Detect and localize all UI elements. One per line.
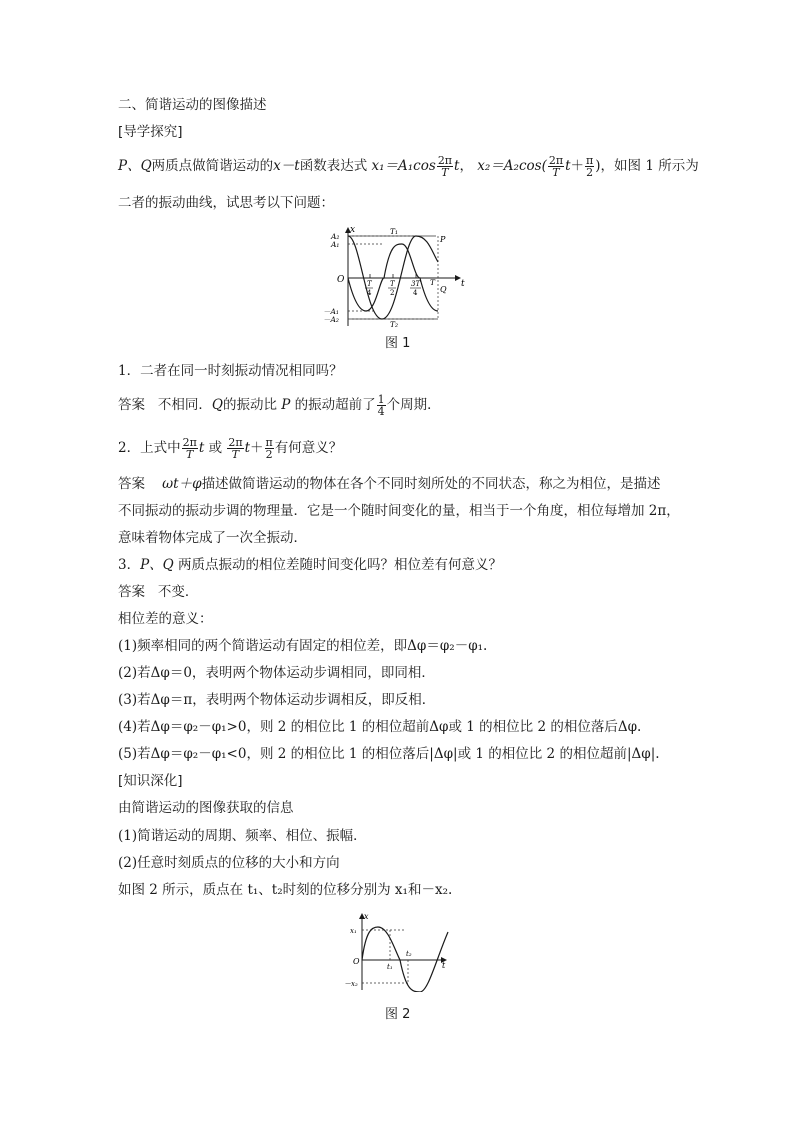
section-title: 二、简谐运动的图像描述: [118, 97, 267, 113]
svg-text:4: 4: [413, 289, 418, 297]
meaning-item: (3)若Δφ＝π，表明两个物体运动步调相反，即反相．: [118, 692, 436, 708]
deepen-title: 由简谐运动的图像获取的信息: [118, 800, 294, 816]
x2-expression: x₂＝A₂cos(: [477, 158, 547, 174]
deepen-label: [知识深化]: [118, 773, 183, 789]
meaning-title: 相位差的意义：: [118, 611, 213, 627]
svg-text:O: O: [353, 957, 360, 966]
svg-text:T₁: T₁: [390, 227, 399, 236]
q2-answer-line1: 答案 ωt＋φ描述做简谐运动的物体在各个不同时刻所处的不同状态，称之为相位，是描述: [118, 476, 661, 492]
svg-text:T₂: T₂: [390, 320, 399, 329]
svg-text:x: x: [364, 912, 369, 921]
svg-text:A₁: A₁: [331, 240, 340, 249]
svg-text:2: 2: [390, 289, 395, 297]
svg-text:Q: Q: [440, 285, 447, 294]
x1-fraction: $\frac{2\pi}{T}$: [437, 154, 453, 179]
svg-text:x: x: [350, 225, 356, 235]
svg-text:－x₂: －x₂: [344, 980, 358, 988]
svg-text:t: t: [461, 279, 465, 289]
svg-text:3T: 3T: [411, 280, 421, 288]
svg-text:x₁: x₁: [350, 927, 357, 935]
x1-expression: x₁＝A₁cos: [371, 158, 436, 174]
figure-1-caption: 图 1: [385, 336, 411, 351]
svg-text:A₂: A₂: [331, 232, 340, 241]
deepen-item: (2)任意时刻质点的位移的大小和方向: [118, 855, 340, 871]
fig2-reference: 如图 2 所示，质点在 t₁、t₂时刻的位移分别为 x₁和－x₂.: [118, 882, 453, 898]
q3-answer: 答案 不变．: [118, 584, 199, 600]
figure-2: [340, 910, 460, 992]
intro-line1: P、Q两质点做简谐运动的x－t函数表达式 x₁＝A₁cos $\frac{2\pi}{T}$ t， x₂＝A₂cos( $\frac{2\pi}{T}$ t＋ $\frac{\pi}{2}$ )，如图 1 所示为: [118, 154, 699, 179]
q2-answer-line2: 不同振动的振动步调的物理量．它是一个随时间变化的量，相当于一个角度，相位每增加 2π，: [118, 503, 680, 519]
figure-1: [320, 222, 480, 330]
q2-answer-line3: 意味着物体完成了一次全振动．: [118, 530, 307, 546]
svg-text:4: 4: [367, 289, 372, 297]
svg-text:P: P: [440, 235, 446, 244]
meaning-item: (4)若Δφ＝φ₂－φ₁>0，则 2 的相位比 1 的相位超前Δφ或 1 的相位比 2 的相位落后Δφ.: [118, 719, 642, 735]
svg-text:t₁: t₁: [387, 963, 393, 971]
figure-2-caption: 图 2: [385, 1007, 411, 1022]
svg-text:T: T: [430, 278, 436, 287]
deepen-item: (1)简谐运动的周期、频率、相位、振幅．: [118, 828, 367, 844]
meaning-item: (5)若Δφ＝φ₂－φ₁<0，则 2 的相位比 1 的相位落后|Δφ|或 1 的相位比 2 的相位超前|Δφ|.: [118, 746, 660, 762]
svg-text:T: T: [367, 280, 372, 288]
q2-question: 2．上式中 $\frac{2\pi}{T}$ t 或 $\frac{2\pi}{T}$ t＋ $\frac{\pi}{2}$ 有何意义？: [118, 436, 343, 461]
svg-text:T: T: [390, 280, 395, 288]
meaning-item: (2)若Δφ＝0，表明两个物体运动步调相同，即同相．: [118, 665, 435, 681]
svg-text:O: O: [337, 275, 345, 285]
q1-question: 1．二者在同一时刻振动情况相同吗？: [118, 363, 343, 379]
q3-question: 3．P、Q 两质点振动的相位差随时间变化吗？相位差有何意义？: [118, 557, 503, 573]
q1-answer: 答案 不相同．Q的振动比 P 的振动超前了 $\frac{1}{4}$ 个周期．: [118, 393, 441, 418]
svg-text:－A₂: －A₂: [323, 315, 339, 324]
svg-text:t₂: t₂: [406, 950, 412, 958]
meaning-item: (1)频率相同的两个简谐运动有固定的相位差，即Δφ＝φ₂－φ₁.: [118, 638, 488, 654]
svg-text:t: t: [442, 961, 446, 970]
guided-label: [导学探究]: [118, 124, 183, 140]
intro-line2: 二者的振动曲线，试思考以下问题：: [118, 195, 334, 211]
svg-text:－A₁: －A₁: [323, 307, 339, 316]
